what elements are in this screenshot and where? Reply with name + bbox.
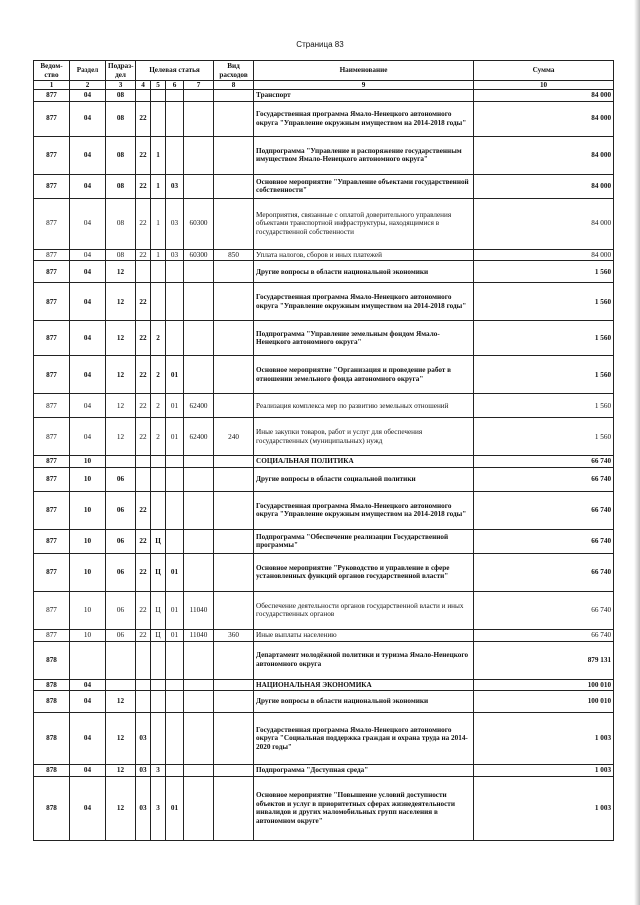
cell-program: 22 <box>136 418 151 456</box>
col-number: 8 <box>214 81 254 90</box>
cell-direction: 62400 <box>184 394 214 418</box>
cell-subprogram <box>151 101 166 136</box>
cell-sum: 84 000 <box>474 101 614 136</box>
table-row <box>34 529 614 553</box>
cell-expense-type <box>214 198 254 249</box>
cell-event <box>166 491 184 529</box>
cell-event: 01 <box>166 776 184 840</box>
cell-vedomstvo: 877 <box>34 529 70 553</box>
cell-podrazdel: 12 <box>106 418 136 456</box>
cell-subprogram <box>151 691 166 713</box>
table-row <box>34 467 614 491</box>
col-number: 9 <box>254 81 474 90</box>
cell-direction <box>184 679 214 691</box>
cell-direction <box>184 691 214 713</box>
cell-subprogram: 3 <box>151 765 166 777</box>
table-row <box>34 321 614 356</box>
cell-name: Государственная программа Ямало-Ненецкого автономного округа "Социальная поддержка граждан и охрана труда на 2014-2020 годы" <box>254 713 474 765</box>
cell-name: Транспорт <box>254 90 474 102</box>
cell-name: Департамент молодёжной политики и туризма Ямало-Ненецкого автономного округа <box>254 641 474 679</box>
cell-subprogram: Ц <box>151 629 166 641</box>
cell-expense-type <box>214 283 254 321</box>
cell-subprogram: 3 <box>151 776 166 840</box>
cell-vedomstvo: 877 <box>34 491 70 529</box>
cell-sum: 1 560 <box>474 321 614 356</box>
cell-program: 03 <box>136 776 151 840</box>
cell-event <box>166 456 184 468</box>
cell-razdel: 04 <box>70 765 106 777</box>
cell-vedomstvo: 878 <box>34 641 70 679</box>
cell-sum: 879 131 <box>474 641 614 679</box>
cell-name: Другие вопросы в области национальной экономики <box>254 691 474 713</box>
cell-direction: 11040 <box>184 629 214 641</box>
cell-razdel: 10 <box>70 629 106 641</box>
cell-program: 22 <box>136 198 151 249</box>
cell-vedomstvo: 877 <box>34 136 70 174</box>
cell-subprogram: 1 <box>151 249 166 261</box>
cell-vedomstvo: 877 <box>34 356 70 394</box>
cell-expense-type: 240 <box>214 418 254 456</box>
cell-razdel <box>70 641 106 679</box>
cell-podrazdel: 12 <box>106 776 136 840</box>
cell-sum: 66 740 <box>474 553 614 591</box>
cell-razdel: 10 <box>70 591 106 629</box>
cell-program: 22 <box>136 529 151 553</box>
cell-razdel: 04 <box>70 691 106 713</box>
cell-subprogram <box>151 283 166 321</box>
cell-event: 03 <box>166 249 184 261</box>
cell-program: 22 <box>136 553 151 591</box>
cell-podrazdel <box>106 679 136 691</box>
cell-direction <box>184 90 214 102</box>
cell-vedomstvo: 877 <box>34 249 70 261</box>
cell-sum: 84 000 <box>474 90 614 102</box>
cell-vedomstvo: 878 <box>34 776 70 840</box>
cell-program <box>136 467 151 491</box>
cell-razdel: 04 <box>70 394 106 418</box>
cell-expense-type <box>214 553 254 591</box>
cell-subprogram: 1 <box>151 174 166 198</box>
cell-event: 01 <box>166 629 184 641</box>
cell-podrazdel: 06 <box>106 553 136 591</box>
cell-vedomstvo: 877 <box>34 101 70 136</box>
cell-vedomstvo: 877 <box>34 283 70 321</box>
cell-podrazdel: 12 <box>106 261 136 283</box>
cell-event: 01 <box>166 591 184 629</box>
cell-subprogram: Ц <box>151 591 166 629</box>
cell-name: Иные закупки товаров, работ и услуг для обеспечения государственных (муниципальных) нужд <box>254 418 474 456</box>
cell-direction <box>184 776 214 840</box>
cell-direction: 60300 <box>184 198 214 249</box>
cell-vedomstvo: 878 <box>34 765 70 777</box>
cell-razdel: 04 <box>70 713 106 765</box>
cell-event <box>166 765 184 777</box>
cell-name: Основное мероприятие "Управление объектами государственной собственности" <box>254 174 474 198</box>
cell-direction <box>184 529 214 553</box>
cell-razdel: 04 <box>70 101 106 136</box>
table-row <box>34 691 614 713</box>
cell-name: Другие вопросы в области социальной политики <box>254 467 474 491</box>
cell-event <box>166 283 184 321</box>
cell-direction <box>184 174 214 198</box>
cell-name: СОЦИАЛЬНАЯ ПОЛИТИКА <box>254 456 474 468</box>
cell-razdel: 04 <box>70 418 106 456</box>
cell-name: Подпрограмма "Управление земельным фондом Ямало-Ненецкого автономного округа" <box>254 321 474 356</box>
cell-sum: 66 740 <box>474 467 614 491</box>
cell-sum: 1 003 <box>474 765 614 777</box>
cell-subprogram: Ц <box>151 553 166 591</box>
header-row <box>34 61 614 81</box>
cell-event <box>166 101 184 136</box>
cell-podrazdel: 12 <box>106 691 136 713</box>
cell-direction <box>184 261 214 283</box>
cell-razdel: 04 <box>70 679 106 691</box>
cell-subprogram: Ц <box>151 529 166 553</box>
cell-podrazdel: 12 <box>106 765 136 777</box>
cell-podrazdel: 12 <box>106 356 136 394</box>
cell-sum: 66 740 <box>474 491 614 529</box>
cell-sum: 66 740 <box>474 456 614 468</box>
header-podrazdel: Подраз-дел <box>106 61 136 81</box>
cell-sum: 100 010 <box>474 679 614 691</box>
cell-direction <box>184 136 214 174</box>
cell-program <box>136 679 151 691</box>
cell-expense-type <box>214 591 254 629</box>
cell-razdel: 10 <box>70 553 106 591</box>
cell-sum: 100 010 <box>474 691 614 713</box>
cell-sum: 66 740 <box>474 629 614 641</box>
cell-razdel: 04 <box>70 776 106 840</box>
cell-subprogram: 2 <box>151 394 166 418</box>
cell-program <box>136 456 151 468</box>
cell-podrazdel: 08 <box>106 249 136 261</box>
cell-program: 22 <box>136 174 151 198</box>
cell-podrazdel: 08 <box>106 174 136 198</box>
cell-expense-type <box>214 641 254 679</box>
cell-razdel: 04 <box>70 174 106 198</box>
cell-expense-type <box>214 691 254 713</box>
cell-vedomstvo: 877 <box>34 321 70 356</box>
col-number: 2 <box>70 81 106 90</box>
cell-sum: 84 000 <box>474 136 614 174</box>
cell-vedomstvo: 877 <box>34 553 70 591</box>
cell-razdel: 04 <box>70 283 106 321</box>
cell-razdel: 10 <box>70 456 106 468</box>
table-row <box>34 491 614 529</box>
cell-event <box>166 529 184 553</box>
table-row <box>34 456 614 468</box>
cell-event: 01 <box>166 394 184 418</box>
cell-direction <box>184 641 214 679</box>
table-row <box>34 198 614 249</box>
cell-program: 22 <box>136 249 151 261</box>
cell-vedomstvo: 877 <box>34 198 70 249</box>
cell-program: 22 <box>136 394 151 418</box>
cell-program: 22 <box>136 283 151 321</box>
table-body <box>34 90 614 841</box>
col-number: 3 <box>106 81 136 90</box>
cell-podrazdel: 06 <box>106 629 136 641</box>
cell-expense-type <box>214 174 254 198</box>
cell-event: 01 <box>166 356 184 394</box>
cell-expense-type <box>214 491 254 529</box>
cell-name: Государственная программа Ямало-Ненецкого автономного округа "Управление окружным имуществом на 2014-2018 годы" <box>254 101 474 136</box>
cell-name: Основное мероприятие "Повышение условий доступности объектов и услуг в приоритетных сферах жизнедеятельности инвалидов и других маломобильных групп населения в автономном округе" <box>254 776 474 840</box>
cell-vedomstvo: 877 <box>34 629 70 641</box>
cell-expense-type <box>214 713 254 765</box>
cell-expense-type <box>214 321 254 356</box>
cell-subprogram: 1 <box>151 198 166 249</box>
cell-program <box>136 261 151 283</box>
cell-expense-type <box>214 679 254 691</box>
cell-sum: 1 003 <box>474 776 614 840</box>
table-row <box>34 356 614 394</box>
cell-sum: 1 560 <box>474 356 614 394</box>
cell-sum: 1 560 <box>474 261 614 283</box>
col-number: 4 <box>136 81 151 90</box>
table-row <box>34 591 614 629</box>
cell-program: 22 <box>136 629 151 641</box>
cell-program: 22 <box>136 491 151 529</box>
cell-name: Подпрограмма "Управление и распоряжение государственным имуществом Ямало-Ненецкого автономного округа" <box>254 136 474 174</box>
cell-subprogram: 2 <box>151 321 166 356</box>
header-name: Наименование <box>254 61 474 81</box>
cell-sum: 66 740 <box>474 529 614 553</box>
cell-direction <box>184 553 214 591</box>
table-row <box>34 249 614 261</box>
scan-edge <box>634 0 640 905</box>
cell-program: 22 <box>136 321 151 356</box>
header-expense-type: Вид расходов <box>214 61 254 81</box>
cell-razdel: 04 <box>70 136 106 174</box>
cell-subprogram <box>151 90 166 102</box>
cell-direction <box>184 713 214 765</box>
cell-podrazdel <box>106 641 136 679</box>
col-number: 10 <box>474 81 614 90</box>
cell-vedomstvo: 877 <box>34 174 70 198</box>
cell-direction <box>184 321 214 356</box>
cell-subprogram <box>151 456 166 468</box>
cell-sum: 1 560 <box>474 418 614 456</box>
cell-program: 22 <box>136 356 151 394</box>
budget-table <box>33 60 614 841</box>
cell-expense-type <box>214 765 254 777</box>
cell-program: 22 <box>136 591 151 629</box>
cell-name: Иные выплаты населению <box>254 629 474 641</box>
cell-sum: 84 000 <box>474 249 614 261</box>
cell-name: Обеспечение деятельности органов государственной власти и иных государственных органов <box>254 591 474 629</box>
cell-podrazdel: 06 <box>106 591 136 629</box>
cell-razdel: 10 <box>70 467 106 491</box>
cell-subprogram <box>151 491 166 529</box>
cell-name: Основное мероприятие "Организация и проведение работ в отношении земельного фонда автономного округа" <box>254 356 474 394</box>
cell-event: 03 <box>166 198 184 249</box>
cell-program: 22 <box>136 136 151 174</box>
table-row <box>34 136 614 174</box>
cell-program <box>136 641 151 679</box>
cell-vedomstvo: 878 <box>34 679 70 691</box>
cell-podrazdel: 06 <box>106 491 136 529</box>
cell-razdel: 04 <box>70 249 106 261</box>
cell-program <box>136 90 151 102</box>
table-row <box>34 765 614 777</box>
cell-program <box>136 691 151 713</box>
cell-event: 01 <box>166 418 184 456</box>
cell-vedomstvo: 878 <box>34 691 70 713</box>
cell-vedomstvo: 877 <box>34 261 70 283</box>
table-row <box>34 629 614 641</box>
cell-event <box>166 136 184 174</box>
cell-program: 03 <box>136 765 151 777</box>
table-row <box>34 261 614 283</box>
header-razdel: Раздел <box>70 61 106 81</box>
cell-razdel: 04 <box>70 321 106 356</box>
cell-expense-type <box>214 456 254 468</box>
table-row <box>34 394 614 418</box>
cell-event <box>166 261 184 283</box>
table-row <box>34 418 614 456</box>
cell-direction <box>184 765 214 777</box>
cell-expense-type: 360 <box>214 629 254 641</box>
cell-expense-type <box>214 529 254 553</box>
cell-sum: 84 000 <box>474 174 614 198</box>
table-row <box>34 553 614 591</box>
cell-expense-type: 850 <box>214 249 254 261</box>
col-number: 7 <box>184 81 214 90</box>
cell-direction: 60300 <box>184 249 214 261</box>
cell-event <box>166 90 184 102</box>
table-row <box>34 713 614 765</box>
cell-podrazdel <box>106 456 136 468</box>
table-row <box>34 101 614 136</box>
cell-sum: 84 000 <box>474 198 614 249</box>
cell-vedomstvo: 878 <box>34 713 70 765</box>
cell-podrazdel: 12 <box>106 713 136 765</box>
cell-name: Подпрограмма "Обеспечение реализации Государственной программы" <box>254 529 474 553</box>
cell-vedomstvo: 877 <box>34 591 70 629</box>
cell-expense-type <box>214 467 254 491</box>
cell-event: 03 <box>166 174 184 198</box>
cell-name: Другие вопросы в области национальной экономики <box>254 261 474 283</box>
cell-razdel: 10 <box>70 491 106 529</box>
cell-podrazdel: 12 <box>106 394 136 418</box>
cell-name: Уплата налогов, сборов и иных платежей <box>254 249 474 261</box>
cell-expense-type <box>214 136 254 174</box>
cell-subprogram <box>151 641 166 679</box>
cell-event <box>166 713 184 765</box>
cell-podrazdel: 12 <box>106 283 136 321</box>
cell-direction <box>184 101 214 136</box>
cell-razdel: 04 <box>70 356 106 394</box>
cell-event: 01 <box>166 553 184 591</box>
cell-razdel: 04 <box>70 261 106 283</box>
cell-vedomstvo: 877 <box>34 394 70 418</box>
cell-podrazdel: 06 <box>106 529 136 553</box>
cell-event <box>166 691 184 713</box>
cell-vedomstvo: 877 <box>34 90 70 102</box>
cell-razdel: 04 <box>70 90 106 102</box>
cell-podrazdel: 12 <box>106 321 136 356</box>
cell-subprogram: 2 <box>151 356 166 394</box>
cell-direction <box>184 467 214 491</box>
cell-razdel: 04 <box>70 198 106 249</box>
cell-podrazdel: 06 <box>106 467 136 491</box>
cell-podrazdel: 08 <box>106 101 136 136</box>
cell-program: 03 <box>136 713 151 765</box>
cell-podrazdel: 08 <box>106 136 136 174</box>
cell-event <box>166 641 184 679</box>
cell-name: Государственная программа Ямало-Ненецкого автономного округа "Управление окружным имуществом на 2014-2018 годы" <box>254 491 474 529</box>
cell-sum: 1 560 <box>474 283 614 321</box>
cell-program: 22 <box>136 101 151 136</box>
cell-vedomstvo: 877 <box>34 467 70 491</box>
table-row <box>34 776 614 840</box>
cell-direction <box>184 456 214 468</box>
table-row <box>34 641 614 679</box>
header-vedomstvo: Ведом-ство <box>34 61 70 81</box>
cell-expense-type <box>214 394 254 418</box>
cell-subprogram <box>151 261 166 283</box>
cell-expense-type <box>214 356 254 394</box>
cell-expense-type <box>214 90 254 102</box>
header-target-article: Целевая статья <box>136 61 214 81</box>
cell-direction <box>184 283 214 321</box>
cell-name: Государственная программа Ямало-Ненецкого автономного округа "Управление окружным имуществом на 2014-2018 годы" <box>254 283 474 321</box>
cell-expense-type <box>214 776 254 840</box>
col-number: 6 <box>166 81 184 90</box>
cell-podrazdel: 08 <box>106 198 136 249</box>
cell-subprogram: 1 <box>151 136 166 174</box>
cell-razdel: 10 <box>70 529 106 553</box>
table-row <box>34 174 614 198</box>
cell-sum: 66 740 <box>474 591 614 629</box>
cell-direction <box>184 491 214 529</box>
cell-name: Реализация комплекса мер по развитию земельных отношений <box>254 394 474 418</box>
col-number: 1 <box>34 81 70 90</box>
cell-event <box>166 467 184 491</box>
cell-subprogram: 2 <box>151 418 166 456</box>
cell-direction: 11040 <box>184 591 214 629</box>
cell-subprogram <box>151 679 166 691</box>
cell-podrazdel: 08 <box>106 90 136 102</box>
cell-event <box>166 679 184 691</box>
cell-sum: 1 003 <box>474 713 614 765</box>
table-row <box>34 679 614 691</box>
cell-name: НАЦИОНАЛЬНАЯ ЭКОНОМИКА <box>254 679 474 691</box>
cell-expense-type <box>214 101 254 136</box>
cell-name: Подпрограмма "Доступная среда" <box>254 765 474 777</box>
page-number: Страница 83 <box>296 40 344 49</box>
cell-sum: 1 560 <box>474 394 614 418</box>
cell-direction <box>184 356 214 394</box>
table-row <box>34 90 614 102</box>
cell-name: Основное мероприятие "Руководство и управление в сфере установленных функций органов государственной власти" <box>254 553 474 591</box>
table-row <box>34 283 614 321</box>
col-number: 5 <box>151 81 166 90</box>
cell-subprogram <box>151 467 166 491</box>
cell-event <box>166 321 184 356</box>
cell-vedomstvo: 877 <box>34 456 70 468</box>
header-sum: Сумма <box>474 61 614 81</box>
cell-name: Мероприятия, связанные с оплатой доверительного управления объектами транспортной инфраструктуры, находящимися в государственной собственности <box>254 198 474 249</box>
column-number-row <box>34 81 614 90</box>
cell-vedomstvo: 877 <box>34 418 70 456</box>
cell-subprogram <box>151 713 166 765</box>
cell-direction: 62400 <box>184 418 214 456</box>
cell-expense-type <box>214 261 254 283</box>
